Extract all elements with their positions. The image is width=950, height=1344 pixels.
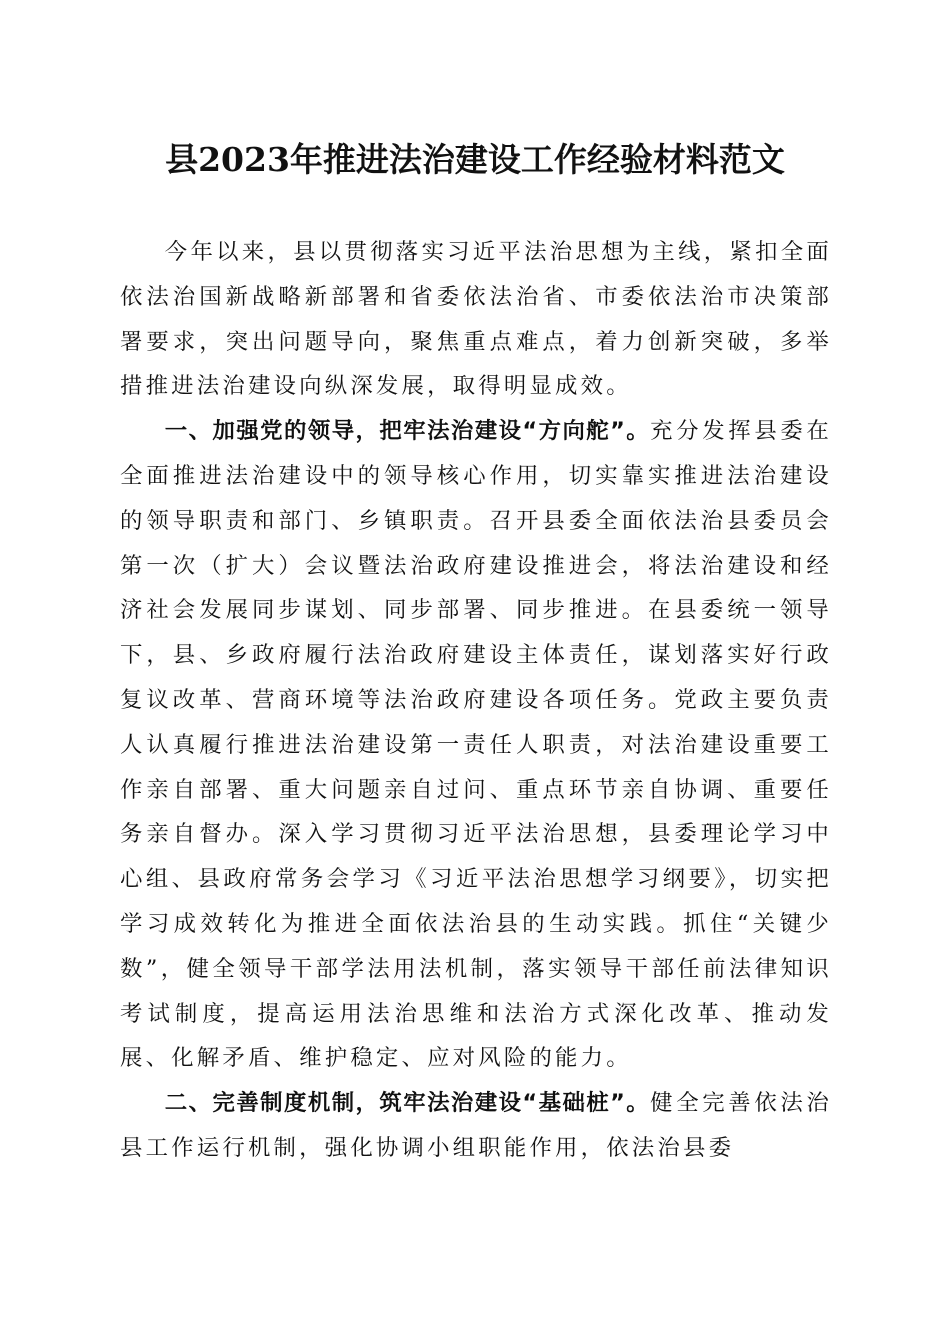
section-heading: 一、加强党的领导，把牢法治建设“方向舵”。 [164,418,651,445]
document-title: 县2023年推进法治建设工作经验材料范文 [165,140,785,179]
document-body [120,230,832,1171]
paragraph-section-1 [120,409,832,1081]
paragraph-text: 今年以来，县以贯彻落实习近平法治思想为主线，紧扣全面依法治国新战略新部署和省委依法治省、市委依法治市决策部署要求，突出问题导向，聚焦重点难点，着力创新突破，多举措推进法治建设向纵深发展，取得明显成效。 [120,239,832,400]
paragraph-intro [120,230,832,409]
section-heading: 二、完善制度机制，筑牢法治建设“基础桩”。 [164,1090,651,1117]
paragraph-section-2 [120,1081,832,1171]
paragraph-text: 充分发挥县委在全面推进法治建设中的领导核心作用，切实靠实推进法治建设的领导职责和部门、乡镇职责。召开县委全面依法治县委员会第一次（扩大）会议暨法治政府建设推进会，将法治建设和经济社会发展同步谋划、同步部署、同步推进。在县委统一领导下，县、乡政府履行法治政府建设主体责任，谋划落实好行政复议改革、营商环境等法治政府建设各项任务。党政主要负责人认真履行推进法治建设第一责任人职责，对法治建设重要工作亲自部署、重大问题亲自过问、重点环节亲自协调、重要任务亲自督办。深入学习贯彻习近平法治思想，县委理论学习中心组、县政府常务会学习《习近平法治思想学习纲要》，切实把学习成效转化为推进全面依法治县的生动实践。抓住“关键少数”，健全领导干部学法用法机制，落实领导干部任前法律知识考试制度，提高运用法治思维和法治方式深化改革、推动发展、化解矛盾、维护稳定、应对风险的能力。 [120,418,833,1072]
paragraph-text: 健全完善依法治县工作运行机制，强化协调小组职能作用，依法治县委 [120,1090,833,1161]
